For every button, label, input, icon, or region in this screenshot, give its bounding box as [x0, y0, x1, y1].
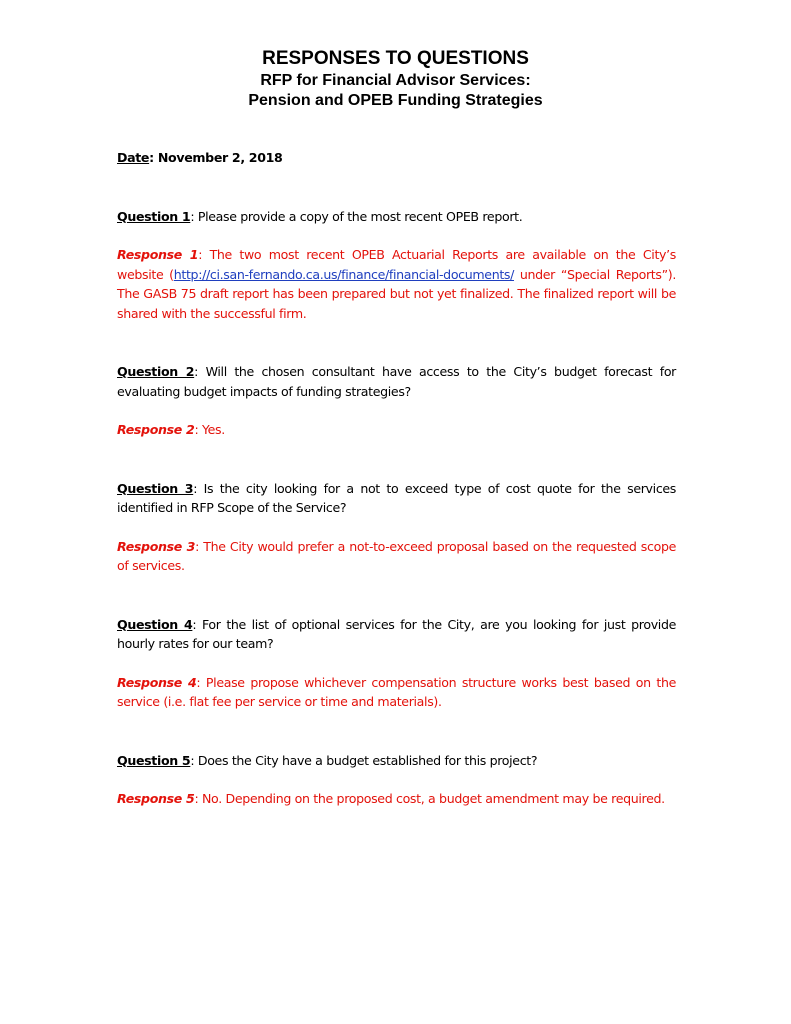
response-4 — [117, 673, 676, 712]
financial-documents-link[interactable]: http://ci.san-fernando.ca.us/finance/financial-documents/ — [173, 266, 515, 282]
question-5-text: : Does the City have a budget established for this project? — [190, 752, 538, 768]
response-3-label: Response 3 — [117, 538, 196, 554]
response-2-text: : Yes. — [194, 422, 225, 437]
response-3-text: : The City would prefer a not-to-exceed proposal based on the requested scope of services. — [117, 538, 676, 573]
response-4-text: : Please propose whichever compensation structure works best based on the service (i.e. flat fee per service or time and materials). — [117, 674, 676, 709]
response-1-label: Response 1 — [117, 247, 199, 262]
response-1-text-after: under “Special Reports”). The GASB 75 draft report has been prepared but not yet finalized. The finalized report will be shared with the successful firm. — [117, 266, 676, 321]
response-1-text-before: : The two most recent OPEB Actuarial Reports are available on the City’s website ( — [117, 247, 677, 282]
question-5 — [117, 751, 676, 771]
response-1 — [117, 245, 676, 323]
question-1-label: Question 1 — [117, 208, 191, 224]
question-4 — [117, 615, 676, 654]
response-5-text: : No. Depending on the proposed cost, a budget amendment may be required. — [194, 791, 665, 806]
question-3 — [117, 479, 676, 518]
document-body — [117, 148, 676, 809]
response-3 — [117, 537, 676, 576]
date-value: : November 2, 2018 — [149, 150, 283, 165]
response-5 — [117, 789, 676, 809]
question-5-label: Question 5 — [117, 752, 191, 768]
date-line — [117, 148, 676, 168]
question-2 — [117, 362, 676, 401]
response-4-label: Response 4 — [117, 674, 197, 690]
question-3-text: : Is the city looking for a not to exceed type of cost quote for the services identified in RFP Scope of the Service? — [117, 480, 676, 515]
response-2 — [117, 420, 676, 440]
question-2-label: Question 2 — [117, 364, 195, 379]
question-3-label: Question 3 — [117, 480, 194, 496]
document-header — [0, 47, 791, 111]
document-subtitle-2: Pension and OPEB Funding Strategies — [248, 92, 543, 109]
question-1 — [117, 207, 676, 227]
question-1-text: : Please provide a copy of the most recent OPEB report. — [190, 208, 523, 224]
response-2-label: Response 2 — [117, 422, 195, 437]
document-subtitle-1: RFP for Financial Advisor Services: — [260, 72, 531, 89]
date-label: Date — [117, 150, 150, 165]
question-4-text: : For the list of optional services for the City, are you looking for just provide hourly rates for our team? — [117, 616, 676, 651]
question-4-label: Question 4 — [117, 616, 193, 632]
response-5-label: Response 5 — [117, 791, 195, 806]
question-2-text: : Will the chosen consultant have access to the City’s budget forecast for evaluating budget impacts of funding strategies? — [117, 364, 676, 399]
document-title: RESPONSES TO QUESTIONS — [262, 48, 529, 69]
